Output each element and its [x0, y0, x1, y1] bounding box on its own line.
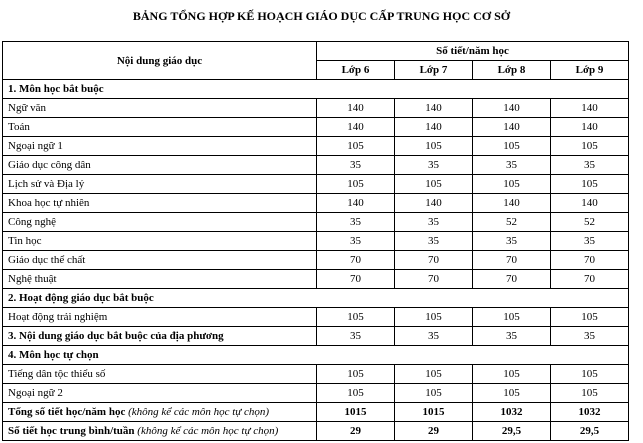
- value-cell: 105: [317, 365, 395, 384]
- value-cell: 105: [395, 137, 473, 156]
- table-row: [3, 270, 629, 289]
- total-cell: 1015: [317, 403, 395, 422]
- value-cell: 105: [473, 308, 551, 327]
- table-row: [3, 384, 629, 403]
- value-cell: 70: [317, 270, 395, 289]
- table-row: [3, 251, 629, 270]
- value-cell: 105: [395, 384, 473, 403]
- section-label: 3. Nội dung giáo dục bắt buộc của địa phương: [3, 327, 317, 346]
- value-cell: 140: [551, 99, 629, 118]
- value-cell: 35: [551, 156, 629, 175]
- value-cell: 105: [473, 137, 551, 156]
- value-cell: 105: [551, 365, 629, 384]
- table-row: [3, 175, 629, 194]
- value-cell: 105: [317, 137, 395, 156]
- value-cell: 105: [551, 384, 629, 403]
- subject-name: Giáo dục thể chất: [3, 251, 317, 270]
- value-cell: 35: [395, 232, 473, 251]
- total-row-week: [3, 422, 629, 441]
- value-cell: 70: [551, 270, 629, 289]
- value-cell: 52: [473, 213, 551, 232]
- value-cell: 140: [473, 118, 551, 137]
- table-row: [3, 308, 629, 327]
- subject-name: Toán: [3, 118, 317, 137]
- value-cell: 105: [551, 175, 629, 194]
- value-cell: 140: [551, 194, 629, 213]
- education-plan-table: [2, 41, 629, 441]
- total-cell: 29,5: [473, 422, 551, 441]
- value-cell: 105: [551, 137, 629, 156]
- table-row: [3, 232, 629, 251]
- value-cell: 35: [317, 213, 395, 232]
- value-cell: 105: [473, 175, 551, 194]
- total-cell: 29: [317, 422, 395, 441]
- value-cell: 140: [473, 99, 551, 118]
- subject-name: Nghệ thuật: [3, 270, 317, 289]
- subject-name: Ngoại ngữ 1: [3, 137, 317, 156]
- total-label-cell: [3, 403, 317, 422]
- subject-name: Tiếng dân tộc thiểu số: [3, 365, 317, 384]
- total-week-label: Số tiết học trung bình/tuần: [8, 425, 135, 437]
- table-row: [3, 99, 629, 118]
- value-cell: 105: [317, 308, 395, 327]
- value-cell: 140: [395, 194, 473, 213]
- section-row: [3, 346, 629, 365]
- subject-name: Ngoại ngữ 2: [3, 384, 317, 403]
- value-cell: 35: [551, 327, 629, 346]
- value-cell: 70: [395, 251, 473, 270]
- value-cell: 140: [551, 118, 629, 137]
- value-cell: 70: [395, 270, 473, 289]
- value-cell: 35: [473, 232, 551, 251]
- value-cell: 105: [317, 175, 395, 194]
- header-grade-9: Lớp 9: [551, 61, 629, 80]
- total-cell: 1032: [473, 403, 551, 422]
- value-cell: 105: [473, 365, 551, 384]
- table-row: [3, 327, 629, 346]
- header-grade-8: Lớp 8: [473, 61, 551, 80]
- header-content-column: Nội dung giáo dục: [3, 42, 317, 80]
- total-row-year: [3, 403, 629, 422]
- value-cell: 105: [317, 384, 395, 403]
- subject-name: Hoạt động trải nghiệm: [3, 308, 317, 327]
- header-grade-6: Lớp 6: [317, 61, 395, 80]
- total-cell: 29: [395, 422, 473, 441]
- section-label: 1. Môn học bắt buộc: [3, 80, 629, 99]
- value-cell: 105: [473, 384, 551, 403]
- table-row: [3, 365, 629, 384]
- value-cell: 140: [317, 118, 395, 137]
- total-year-note: (không kể các môn học tự chọn): [128, 406, 270, 418]
- total-cell: 1032: [551, 403, 629, 422]
- value-cell: 35: [395, 156, 473, 175]
- value-cell: 105: [395, 308, 473, 327]
- value-cell: 140: [317, 194, 395, 213]
- value-cell: 52: [551, 213, 629, 232]
- value-cell: 35: [473, 156, 551, 175]
- table-row: [3, 213, 629, 232]
- header-periods-per-year: Số tiết/năm học: [317, 42, 629, 61]
- table-row: [3, 194, 629, 213]
- section-label: 2. Hoạt động giáo dục bắt buộc: [3, 289, 629, 308]
- value-cell: 35: [395, 327, 473, 346]
- subject-name: Công nghệ: [3, 213, 317, 232]
- subject-name: Giáo dục công dân: [3, 156, 317, 175]
- value-cell: 140: [395, 99, 473, 118]
- table-row: [3, 118, 629, 137]
- value-cell: 105: [551, 308, 629, 327]
- value-cell: 35: [317, 156, 395, 175]
- value-cell: 140: [317, 99, 395, 118]
- section-label: 4. Môn học tự chọn: [3, 346, 629, 365]
- value-cell: 70: [317, 251, 395, 270]
- value-cell: 70: [551, 251, 629, 270]
- total-week-note: (không kể các môn học tự chọn): [137, 425, 279, 437]
- section-row: [3, 80, 629, 99]
- value-cell: 35: [317, 232, 395, 251]
- table-row: [3, 137, 629, 156]
- value-cell: 70: [473, 251, 551, 270]
- total-year-label: Tổng số tiết học/năm học: [8, 406, 126, 418]
- section-row: [3, 289, 629, 308]
- value-cell: 35: [551, 232, 629, 251]
- table-row: [3, 156, 629, 175]
- total-cell: 29,5: [551, 422, 629, 441]
- value-cell: 35: [395, 213, 473, 232]
- header-grade-7: Lớp 7: [395, 61, 473, 80]
- total-cell: 1015: [395, 403, 473, 422]
- subject-name: Lịch sử và Địa lý: [3, 175, 317, 194]
- page-title: BẢNG TỔNG HỢP KẾ HOẠCH GIÁO DỤC CẤP TRUNG HỌC CƠ SỞ: [132, 9, 511, 23]
- value-cell: 35: [473, 327, 551, 346]
- value-cell: 105: [395, 175, 473, 194]
- subject-name: Tin học: [3, 232, 317, 251]
- value-cell: 140: [395, 118, 473, 137]
- value-cell: 35: [317, 327, 395, 346]
- subject-name: Khoa học tự nhiên: [3, 194, 317, 213]
- value-cell: 140: [473, 194, 551, 213]
- total-label-cell: [3, 422, 317, 441]
- value-cell: 105: [395, 365, 473, 384]
- subject-name: Ngữ văn: [3, 99, 317, 118]
- value-cell: 70: [473, 270, 551, 289]
